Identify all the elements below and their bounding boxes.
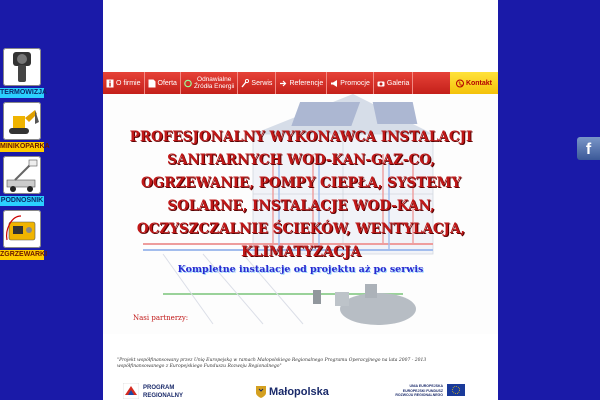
info-icon [106,79,114,88]
tile-minikoparka[interactable] [0,100,50,152]
headline-line: KLIMATYZACJA [241,244,361,260]
nav-item-oze[interactable] [181,72,238,94]
mini-excavator-icon [3,102,41,140]
camera-icon [377,79,385,88]
eu-logo-line1: UNIA EUROPEJSKA [409,384,443,388]
nav-label: Promocje [340,79,370,87]
tile-zgrzewarki[interactable] [0,208,48,260]
malopolska-logo: Małopolska [269,386,329,398]
nav-label-line1: Odnawialne [197,76,232,83]
program-logo-line1: PROGRAM [143,385,175,391]
nav-item-promocje[interactable] [327,72,374,94]
nav-label: Referencje [289,79,324,87]
nav-item-kontakt[interactable] [450,72,498,94]
nav-label: Serwis [251,79,273,87]
nav-item-referencje[interactable] [276,72,327,94]
facebook-icon[interactable]: f [577,137,600,160]
nav-item-oferta[interactable] [145,72,181,94]
nav-label: Galeria [386,79,410,87]
funding-logos [103,380,498,400]
document-icon [148,79,156,88]
phone-icon [456,79,464,88]
headline-line: PROFESJONALNY WYKONAWCA INSTALACJI [129,129,473,145]
nav-label-line2: Źródła Energii [193,83,235,90]
nav-item-galeria[interactable] [374,72,414,94]
tile-label: TERMOWIZJA [0,89,48,96]
tile-label: PODNOŚNIK [0,197,44,204]
thermal-camera-icon [3,48,41,86]
tile-podnosnik[interactable] [0,154,44,206]
headline-line: SOLARNE, INSTALACJE WOD-KAN, [167,198,435,214]
recycle-icon [184,79,192,88]
nav-item-serwis[interactable] [238,72,276,94]
tile-termowizja[interactable] [0,46,48,98]
lift-truck-icon [3,156,41,194]
nav-label: O firmie [116,79,141,87]
nav-label: Kontakt [465,79,492,87]
tile-label: MINIKOPARKA [0,143,50,150]
tile-label: ZGRZEWARKI [0,251,48,258]
partners-label: Nasi partnerzy: [133,314,189,322]
headline-line: OGRZEWANIE, POMPY CIEPŁA, SYSTEMY [140,175,462,191]
megaphone-icon [330,79,338,88]
tagline: Kompletne instalacje od projektu aż po serwis [177,264,424,275]
eu-note-line: "Projekt współfinansowany przez Unię Europejską w ramach Małopolskiego Regionalnego Programu Operacyjnego na lata 2007 - 2013 [117,358,427,363]
hero-banner [103,94,498,334]
eu-logo-line3: ROZWOJU REGIONALNEGO [395,393,443,397]
nav-item-o-firmie[interactable] [103,72,145,94]
malopolska-crest-icon [255,385,267,399]
headline-line: SANITARNYCH WOD-KAN-GAZ-CO, [167,152,435,168]
welder-icon [3,210,41,248]
page-content [103,0,498,400]
headline-line: OCZYSZCZALNIE ŚCIEKÓW, WENTYLACJA, [136,221,466,237]
eu-flag-icon [447,384,465,396]
wrench-icon [241,79,249,88]
arrow-icon [279,79,287,88]
main-nav [103,72,498,94]
nav-label: Oferta [157,79,177,87]
eu-funding-note [117,358,482,370]
eu-note-line: współfinansowanego z Europejskiego Funduszu Rozwoju Regionalnego" [117,364,282,369]
program-logo-line2: REGIONALNY [143,393,184,399]
eu-logo-line2: EUROPEJSKI FUNDUSZ [402,388,443,393]
program-regionalny-logo [123,383,139,399]
headline [121,126,481,264]
